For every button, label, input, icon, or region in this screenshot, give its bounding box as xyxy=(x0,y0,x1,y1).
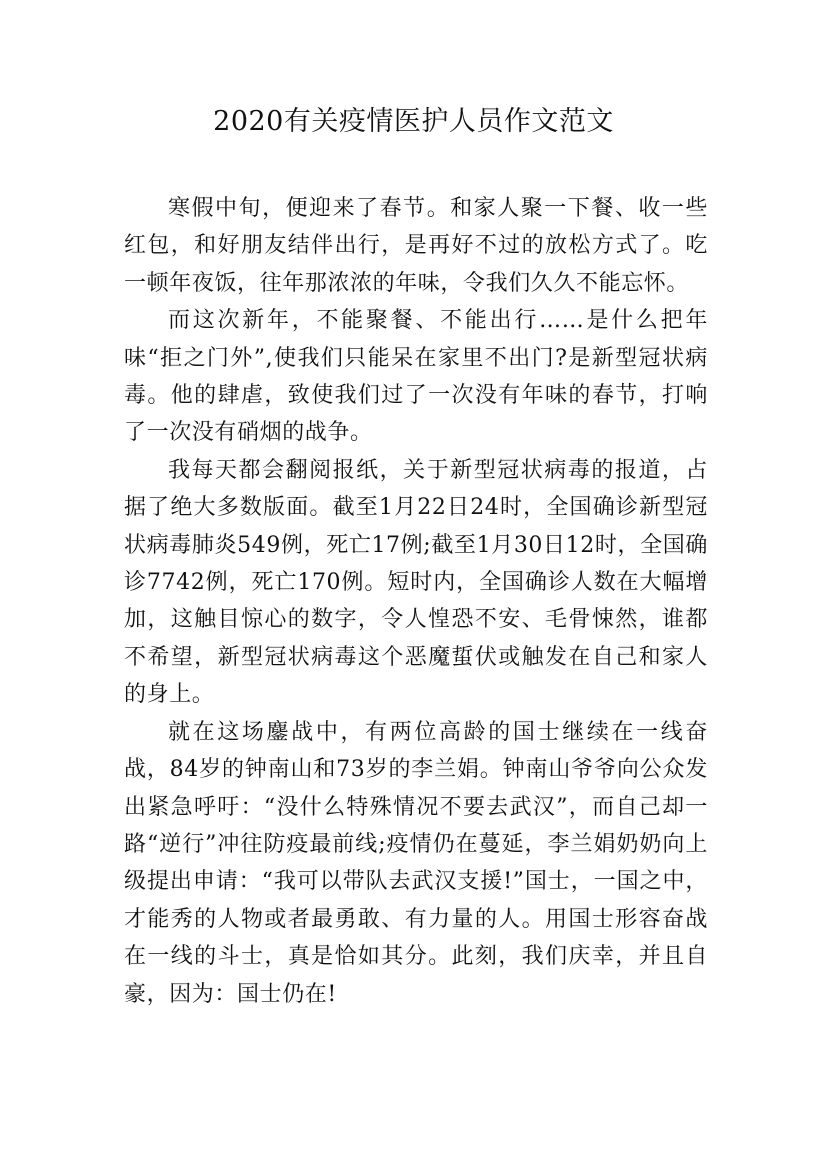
document-title: 2020有关疫情医护人员作文范文 xyxy=(213,106,614,137)
document-body xyxy=(124,190,708,1013)
paragraph-1: 寒假中旬，便迎来了春节。和家人聚一下餐、收一些红包，和好朋友结伴出行，是再好不过的放松方式了。吃一顿年夜饭，往年那浓浓的年味，令我们久久不能忘怀。 xyxy=(124,196,708,296)
paragraph-3: 我每天都会翻阅报纸，关于新型冠状病毒的报道，占据了绝大多数版面。截至1月22日24时，全国确诊新型冠状病毒肺炎549例，死亡17例;截至1月30日12时，全国确诊7742例，死亡170例。短时内，全国确诊人数在大幅增加，这触目惊心的数字，令人惶恐不安、毛骨悚然，谁都不希望，新型冠状病毒这个恶魔蜇伏或触发在自己和家人的身上。 xyxy=(124,457,708,708)
paragraph-2: 而这次新年，不能聚餐、不能出行……是什么把年味“拒之门外”,使我们只能呆在家里不出门?是新型冠状病毒。他的肆虐，致使我们过了一次没有年味的春节，打响了一次没有硝烟的战争。 xyxy=(124,308,708,446)
paragraph-4: 就在这场鏖战中，有两位高龄的国士继续在一线奋战，84岁的钟南山和73岁的李兰娟。钟南山爷爷向公众发出紧急呼吁：“没什么特殊情况不要去武汉”，而自己却一路“逆行”冲往防疫最前线;疫情仍在蔓延，李兰娟奶奶向上级提出申请：“我可以带队去武汉支援!”国士，一国之中，才能秀的人物或者最勇敢、有力量的人。用国士形容奋战在一线的斗士，真是恰如其分。此刻，我们庆幸，并且自豪，因为：国士仍在! xyxy=(124,719,708,1007)
